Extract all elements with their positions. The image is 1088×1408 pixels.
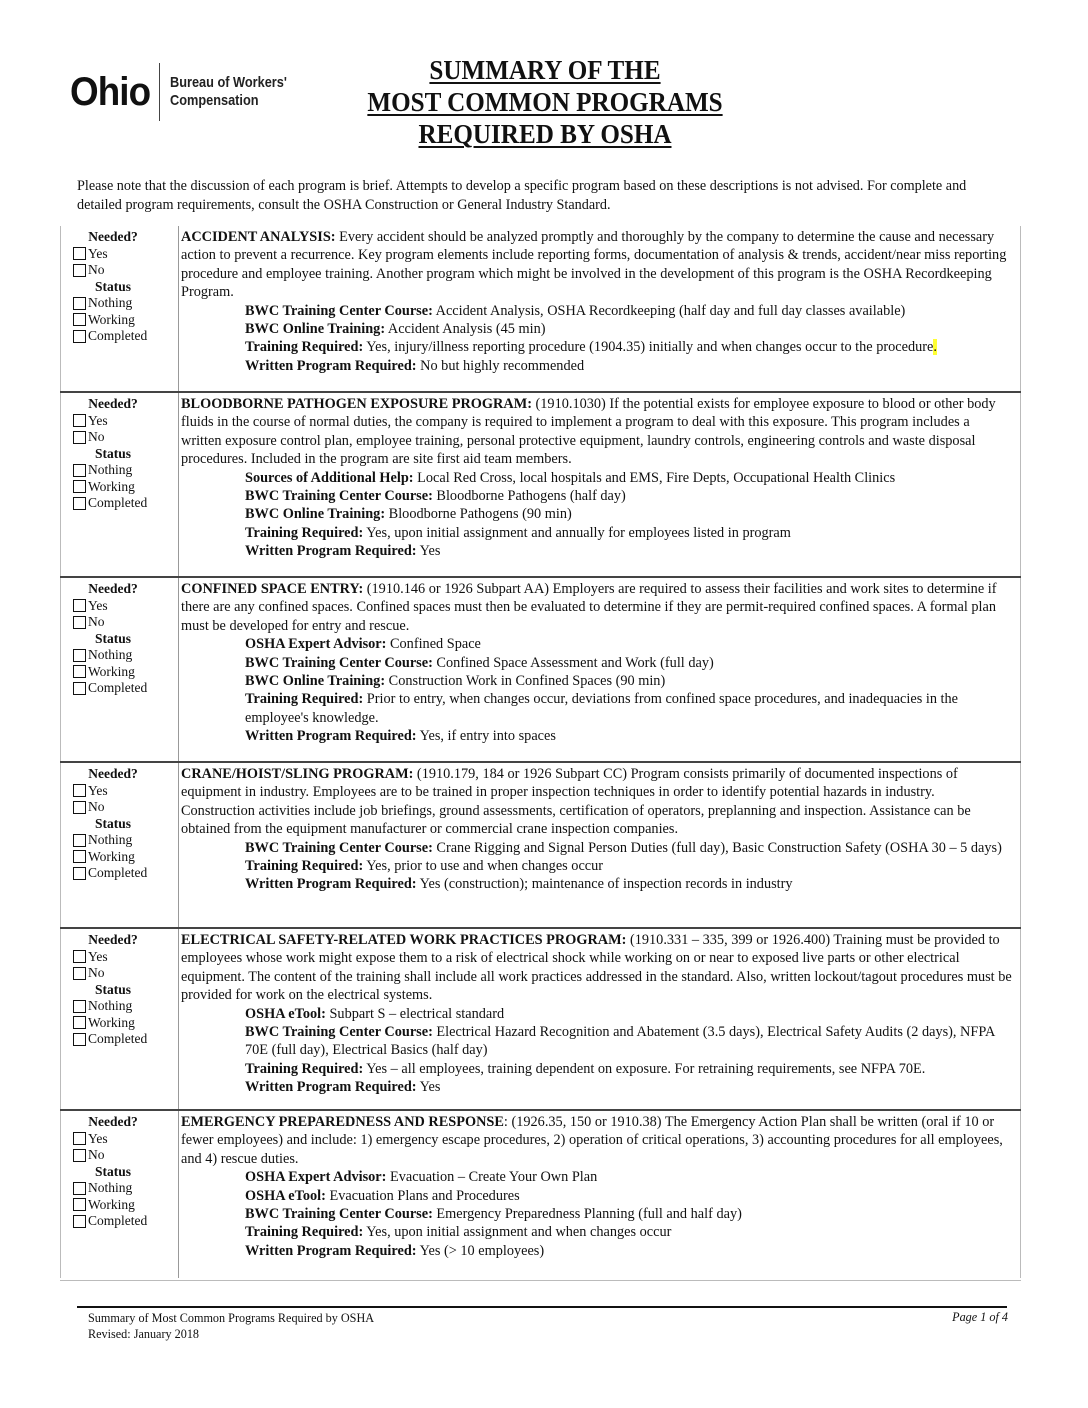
detail-value: Yes [416,1079,441,1096]
status-working-checkbox[interactable] [73,1197,178,1214]
detail-label: BWC Training Center Course: [245,1206,433,1223]
needed-no-label: No [88,965,105,980]
program-detail [181,302,1012,320]
program-description [179,928,1021,1110]
status-completed-checkbox[interactable] [73,1031,178,1048]
needed-no-label: No [88,1147,105,1162]
detail-value: Confined Space [386,636,481,653]
detail-value: Confined Space Assessment and Work (full day) [432,654,714,671]
intro-note: Please note that the discussion of each program is brief. Attempts to develop a specific program based on these descriptions is not advised. For complete and detailed program requirements, consult the OSHA Construction or General Industry Standard. [77,178,967,213]
detail-value: Bloodborne Pathogens (half day) [432,488,626,505]
checkbox-icon[interactable] [73,616,86,629]
status-nothing-checkbox[interactable] [73,647,178,664]
detail-label: Written Program Required: [245,876,417,893]
detail-value: Subpart S – electrical standard [325,1005,505,1022]
program-name: ELECTRICAL SAFETY-RELATED WORK PRACTICES PROGRAM: [181,932,627,948]
program-checklist [61,762,179,928]
status-working-checkbox[interactable] [73,664,178,681]
program-summary [181,228,1012,302]
needed-yes-checkbox[interactable] [73,246,178,263]
needed-no-checkbox[interactable] [73,262,178,279]
detail-value: Accident Analysis (45 min) [385,321,546,338]
detail-label: Training Required: [245,858,364,875]
detail-label: BWC Training Center Course: [245,302,433,319]
programs-table [60,226,1021,1278]
detail-value: Yes – all employees, training dependent on exposure. For retraining requirements, see NFPA 70E. [363,1060,926,1077]
program-desc: (1910.179, 184 or 1926 Subpart CC) Program consists primarily of documented inspections of equipment in industry. Employees are to be trained in proper inspection techniques in order to identify potential hazards in industry. Construction activities include job briefings, ground assessments, certification of operators, preplanning and inspection. Assistance can be obtained from the equipment manufacturer or commercial crane inspection companies. [181,766,971,838]
checkbox-icon[interactable] [73,967,86,980]
needed-yes-checkbox[interactable] [73,598,178,615]
program-desc: (1910.146 or 1926 Subpart AA) Employers are required to assess their facilities and work sites to determine if there are any confined spaces. Confined spaces must then be evaluated to determine if they are permit-required confined spaces. A formal plan must be developed for entry and rescue. [181,581,997,634]
detail-label: Written Program Required: [245,728,417,745]
program-name: EMERGENCY PREPAREDNESS AND RESPONSE [181,1114,504,1130]
status-nothing-label: Nothing [88,998,133,1013]
checkbox-icon[interactable] [73,801,86,814]
checkbox-icon[interactable] [73,313,86,326]
checkbox-icon[interactable] [73,264,86,277]
checkbox-icon[interactable] [73,330,86,343]
status-completed-label: Completed [88,1031,148,1046]
status-working-checkbox[interactable] [73,479,178,496]
program-summary [181,765,1012,839]
status-nothing-label: Nothing [88,1180,133,1195]
program-checklist [61,577,179,762]
program-checklist [61,928,179,1110]
detail-value: Yes [416,543,441,560]
needed-yes-label: Yes [88,1130,108,1146]
needed-label: Needed? [88,932,138,947]
footer-rule [77,1306,1007,1308]
checkbox-icon[interactable] [73,247,86,260]
checkbox-icon[interactable] [73,1215,86,1228]
status-completed-label: Completed [88,328,148,343]
program-detail [181,1060,1012,1078]
needed-label: Needed? [88,766,138,781]
checkbox-icon[interactable] [73,1149,86,1162]
checkbox-icon[interactable] [73,1132,86,1145]
program-description [179,392,1021,577]
program-detail [181,839,1012,857]
checkbox-icon[interactable] [73,297,86,310]
status-working-checkbox[interactable] [73,1015,178,1032]
detail-value: Yes (> 10 employees) [416,1242,545,1259]
title-line-1: SUMMARY OF THE [429,55,661,85]
footer-left [88,1310,374,1342]
logo-wordmark: Ohio [70,69,151,114]
status-nothing-checkbox[interactable] [73,462,178,479]
needed-yes-label: Yes [88,245,108,261]
detail-label: BWC Online Training: [245,673,386,690]
status-completed-checkbox[interactable] [73,495,178,512]
logo-line2: Compensation [170,92,259,109]
checkbox-icon[interactable] [73,414,86,427]
needed-yes-label: Yes [88,597,108,613]
program-name: ACCIDENT ANALYSIS: [181,229,336,245]
status-label: Status [94,981,131,997]
program-detail [181,727,1012,745]
status-nothing-label: Nothing [88,832,133,847]
detail-value: Crane Rigging and Signal Person Duties (full day), Basic Construction Safety (OSHA 30 – 5 days) [432,839,1002,856]
needed-no-checkbox[interactable] [73,965,178,982]
detail-label: Training Required: [245,1224,364,1241]
logo-agency [170,74,287,110]
checkbox-icon[interactable] [73,464,86,477]
program-name: CRANE/HOIST/SLING PROGRAM: [181,766,414,782]
status-label: Status [94,630,131,646]
program-detail [181,690,1012,727]
detail-value: No but highly recommended [416,357,585,374]
status-nothing-checkbox[interactable] [73,295,178,312]
detail-label: BWC Training Center Course: [245,1024,433,1041]
program-detail [181,654,1012,672]
needed-no-checkbox[interactable] [73,799,178,816]
program-row [61,762,1021,928]
status-working-checkbox[interactable] [73,312,178,329]
program-detail [181,487,1012,505]
program-summary [181,1113,1012,1168]
checkbox-icon[interactable] [73,850,86,863]
program-detail [181,857,1012,875]
program-row [61,928,1021,1110]
detail-label: BWC Online Training: [245,506,386,523]
status-completed-checkbox[interactable] [73,328,178,345]
status-working-label: Working [88,478,135,494]
checkbox-icon[interactable] [73,665,86,678]
detail-label: OSHA Expert Advisor: [245,636,387,653]
needed-no-label: No [88,429,105,444]
needed-yes-checkbox[interactable] [73,949,178,966]
status-completed-checkbox[interactable] [73,1213,178,1230]
needed-no-label: No [88,799,105,814]
needed-yes-label: Yes [88,948,108,964]
status-completed-label: Completed [88,680,148,695]
detail-label: OSHA eTool: [245,1005,326,1022]
needed-no-label: No [88,614,105,629]
status-working-label: Working [88,1196,135,1212]
program-detail [181,635,1012,653]
status-completed-label: Completed [88,495,148,510]
needed-no-checkbox[interactable] [73,429,178,446]
detail-value: Prior to entry, when changes occur, deviations from confined space procedures, and inadequacies in the employee's knowledge. [245,691,959,726]
program-detail [181,1168,1012,1186]
program-name: BLOODBORNE PATHOGEN EXPOSURE PROGRAM: [181,396,532,412]
program-detail [181,524,1012,542]
program-detail [181,320,1012,338]
status-completed-label: Completed [88,1213,148,1228]
program-detail [181,338,1012,356]
status-completed-checkbox[interactable] [73,865,178,882]
page-title [300,54,790,150]
program-row [61,577,1021,762]
program-detail [181,1078,1012,1096]
logo-line1: Bureau of Workers' [170,74,287,91]
checkbox-icon[interactable] [73,480,86,493]
program-checklist [61,392,179,577]
detail-label: OSHA eTool: [245,1187,326,1204]
detail-label: Written Program Required: [245,357,417,374]
needed-yes-checkbox[interactable] [73,783,178,800]
program-summary [181,395,1012,469]
checkbox-icon[interactable] [73,497,86,510]
program-desc: Every accident should be analyzed promptly and thoroughly by the company to determine the cause and necessary action to prevent a recurrence. Key program elements include reporting forms, documentation of analysis & trends, accident/near miss reporting procedure and employee training. Another program which might be involved in the development of this program is the OSHA Recordkeeping Program. [181,229,1007,301]
table-bottom-border [60,1280,1021,1281]
program-name: CONFINED SPACE ENTRY: [181,581,364,597]
detail-value: Electrical Hazard Recognition and Abatement (3.5 days), Electrical Safety Audits (2 days), NFPA 70E (full day), Electrical Basics (half day) [245,1024,995,1059]
needed-yes-checkbox[interactable] [73,1131,178,1148]
checkbox-icon[interactable] [73,1016,86,1029]
detail-value: Yes, upon initial assignment and annually for employees listed in program [363,524,791,541]
status-working-label: Working [88,663,135,679]
status-working-label: Working [88,1014,135,1030]
program-desc: : (1926.35, 150 or 1910.38) The Emergency Action Plan shall be written (oral if 10 or fewer employees) and include: 1) emergency escape procedures, 2) operation of critical operations, 3) accounting procedures for all employees, and 4) rescue duties. [181,1114,1003,1167]
detail-value: Evacuation – Create Your Own Plan [386,1169,598,1186]
needed-no-checkbox[interactable] [73,614,178,631]
status-working-checkbox[interactable] [73,849,178,866]
detail-label: Written Program Required: [245,1079,417,1096]
footer-doc-title: Summary of Most Common Programs Required by OSHA [88,1311,375,1325]
checkbox-icon[interactable] [73,834,86,847]
detail-label: Written Program Required: [245,543,417,560]
program-detail [181,1205,1012,1223]
needed-yes-checkbox[interactable] [73,413,178,430]
program-row [61,1110,1021,1278]
footer-page-number: Page 1 of 4 [952,1310,1008,1324]
checkbox-icon[interactable] [73,784,86,797]
checkbox-icon[interactable] [73,431,86,444]
checkbox-icon[interactable] [73,1198,86,1211]
program-desc: (1910.331 – 335, 399 or 1926.400) Training must be provided to employees whose work might expose them to a risk of electrical shock while working on or near to exposed live parts or other electrical equipment. The content of the training shall include all work practices addressed in the standard. Also, written lockout/tagout procedures must be provided for work on the electrical systems. [181,932,1012,1004]
checkbox-icon[interactable] [73,867,86,880]
detail-label: BWC Training Center Course: [245,839,433,856]
needed-yes-label: Yes [88,412,108,428]
status-completed-checkbox[interactable] [73,680,178,697]
checkbox-icon[interactable] [73,1000,86,1013]
program-detail [181,1242,1012,1260]
needed-label: Needed? [88,1114,138,1129]
status-nothing-checkbox[interactable] [73,832,178,849]
detail-value: Evacuation Plans and Procedures [325,1187,520,1204]
title-line-2: MOST COMMON PROGRAMS [367,87,723,117]
program-detail [181,357,1012,375]
checkbox-icon[interactable] [73,1033,86,1046]
needed-label: Needed? [88,229,138,244]
needed-label: Needed? [88,581,138,596]
program-row [61,392,1021,577]
program-summary [181,931,1012,1005]
detail-value: Yes (construction); maintenance of inspection records in industry [416,876,793,893]
detail-label: Training Required: [245,691,364,708]
detail-value: Yes, injury/illness reporting procedure (1904.35) initially and when changes occur to the procedure [363,339,934,356]
detail-value: Yes, prior to use and when changes occur [363,858,604,875]
program-detail [181,672,1012,690]
program-detail [181,1005,1012,1023]
detail-label: BWC Training Center Course: [245,654,433,671]
program-detail [181,542,1012,560]
program-detail [181,505,1012,523]
detail-value: Yes, if entry into spaces [416,728,556,745]
status-label: Status [94,445,131,461]
program-detail [181,1023,1012,1060]
status-working-label: Working [88,311,135,327]
detail-value: Accident Analysis, OSHA Recordkeeping (half day and full day classes available) [432,302,906,319]
program-detail [181,875,1012,893]
footer-revised: Revised: January 2018 [88,1327,200,1341]
status-nothing-checkbox[interactable] [73,998,178,1015]
title-line-3: REQUIRED BY OSHA [418,119,672,149]
status-nothing-label: Nothing [88,647,133,662]
program-summary [181,580,1012,635]
detail-label: Training Required: [245,339,364,356]
program-description [179,226,1021,392]
ohio-bwc-logo [70,62,308,122]
needed-yes-label: Yes [88,782,108,798]
detail-label: Sources of Additional Help: [245,469,414,486]
status-label: Status [94,1163,131,1179]
detail-label: OSHA Expert Advisor: [245,1169,387,1186]
detail-label: Written Program Required: [245,1242,417,1259]
status-label: Status [94,815,131,831]
detail-value: Yes, upon initial assignment and when changes occur [363,1224,672,1241]
needed-label: Needed? [88,396,138,411]
status-completed-label: Completed [88,865,148,880]
program-checklist [61,1110,179,1278]
logo-divider [159,63,160,121]
checkbox-icon[interactable] [73,950,86,963]
program-detail [181,1187,1012,1205]
detail-label: BWC Online Training: [245,321,386,338]
highlighted-period: . [933,339,937,356]
needed-no-checkbox[interactable] [73,1147,178,1164]
checkbox-icon[interactable] [73,599,86,612]
needed-no-label: No [88,262,105,277]
program-description [179,577,1021,762]
checkbox-icon[interactable] [73,682,86,695]
program-description [179,1110,1021,1278]
status-label: Status [94,278,131,294]
status-nothing-label: Nothing [88,295,133,310]
detail-label: BWC Training Center Course: [245,488,433,505]
program-desc: (1910.1030) If the potential exists for employee exposure to blood or other body fluids in the course of normal duties, the company is required to implement a program to deal with this exposure. This program includes a written exposure control plan, employee training, personal protective equipment, laundry controls, engineering controls and waste disposal procedures. Included in the program are site first aid team members. [181,396,996,468]
checkbox-icon[interactable] [73,649,86,662]
status-working-label: Working [88,848,135,864]
detail-value: Emergency Preparedness Planning (full and half day) [432,1206,742,1223]
status-nothing-label: Nothing [88,462,133,477]
detail-value: Construction Work in Confined Spaces (90 min) [385,673,666,690]
program-detail [181,469,1012,487]
program-row [61,226,1021,392]
program-description [179,762,1021,928]
program-detail [181,1223,1012,1241]
program-checklist [61,226,179,392]
detail-label: Training Required: [245,1060,364,1077]
checkbox-icon[interactable] [73,1182,86,1195]
detail-value: Bloodborne Pathogens (90 min) [385,506,572,523]
status-nothing-checkbox[interactable] [73,1180,178,1197]
detail-label: Training Required: [245,524,364,541]
detail-value: Local Red Cross, local hospitals and EMS, Fire Depts, Occupational Health Clinics [413,469,896,486]
